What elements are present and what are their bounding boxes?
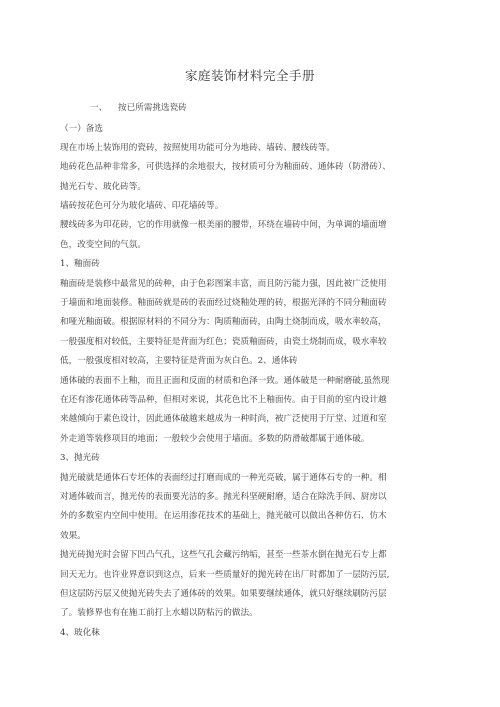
- paragraph-line: 色，改变空间的气氛。: [60, 240, 146, 250]
- item-heading: 1、釉面砖: [60, 259, 100, 269]
- paragraph-line: 于墙面和地面装修。釉面砖就是砖的表面经过烧釉处理的砖，根据光泽的不同分釉面砖: [60, 298, 387, 308]
- paragraph-line: 釉面砖是装修中最常见的砖种，由于色彩图案丰富，而且防污能力强，因此被广泛使用: [60, 279, 387, 289]
- section-heading: [90, 103, 490, 113]
- paragraph-line: 了。装修界也有在施工前打上水蜡以防粘污的做法。: [60, 608, 258, 618]
- paragraph-line: 腰线砖多为印花砖，它的作用就像一根美丽的腰带，环绕在墙砖中间，为单调的墙面增: [60, 220, 387, 230]
- paragraph-line: 低，一般强度相对较高，主要特征是背面为灰白色。2、通体砖: [60, 356, 298, 366]
- section-number: 一、: [90, 103, 108, 113]
- paragraph-line: 对通体破而言，抛光传的表面要光洁的多。抛光科坚硬耐磨，适合在除洗手间、厨房以: [60, 492, 387, 502]
- paragraph-line: 现在市场上装饰用的瓷砖，按照使用功能可分为地砖、墙砖、腰线砖等。: [60, 143, 336, 153]
- paragraph-line: 外的多数室内空间中使用。在运用渗花技术的基础上，抛光破可以做出各种仿石、仿木: [60, 511, 387, 521]
- paragraph-line: 墙砖按花色可分为玻化墙砖、印花墙砖等。: [60, 201, 224, 211]
- paragraph-line: 来越倾向于素色设计，因此通体破越来越成为一种时尚，被广泛使用于厅堂、过道和室: [60, 414, 387, 424]
- section-title: 按已所需挑选瓷砖: [118, 103, 187, 113]
- paragraph-line: 抛光砖抛光时会留下凹凸气孔，这些气孔会藏污纳垢，甚至一些茶水倒在抛光石专上都: [60, 550, 387, 560]
- paragraph-line: 但这层防污层又使抛光砖失去了通体砖的效果。如果要继续通体，就只好继续刷防污层: [60, 589, 387, 599]
- paragraph-line: 抛光石专、玻化砖等。: [60, 182, 146, 192]
- subsection-heading: （一）备选: [60, 124, 103, 134]
- paragraph-line: 效果。: [60, 531, 86, 541]
- paragraph-line: 一般强度相对较低，主要特征是背面为红色；瓷质釉面砖，由瓷土烧制而成，吸水率较: [60, 337, 387, 347]
- paragraph-line: 地砖花色品种非常多，可供选择的余地很大，按材质可分为釉面砖、通体砖（防滑砖）、: [60, 162, 391, 172]
- item-heading: 3、抛光砖: [60, 453, 100, 463]
- paragraph-line: 抛光破就是通体石专坯体的表面经过打磨而成的一种光亮破，属于通体石专的一种。相: [60, 473, 387, 483]
- paragraph-line: 外走道等装修项目的地面；一般较少会使用于墙面。多数的防滑破都属于通体破。: [60, 434, 370, 444]
- paragraph-line: 在还有渗花通体砖等品种，但相对来说，其花色比不上釉面传。由于目前的室内设计越: [60, 395, 387, 405]
- paragraph-line: 和哑光釉面破。根据原材料的不同分为：陶质釉面砖，由陶土烧制而成，吸水率较高，: [60, 317, 387, 327]
- paragraph-line: 通体破的表面不上釉，而且正面和反面的材质和色泽一致。通体破是一种耐磨破,虽然现: [60, 376, 390, 386]
- document-title: 家庭装饰材料完全手册: [184, 68, 315, 83]
- paragraph-line: 回天无力。也许业界意识到这点，后来一些质量好的抛光砖在出厂时都加了一层防污层,: [60, 570, 390, 580]
- item-heading: 4、玻化秣: [60, 628, 100, 638]
